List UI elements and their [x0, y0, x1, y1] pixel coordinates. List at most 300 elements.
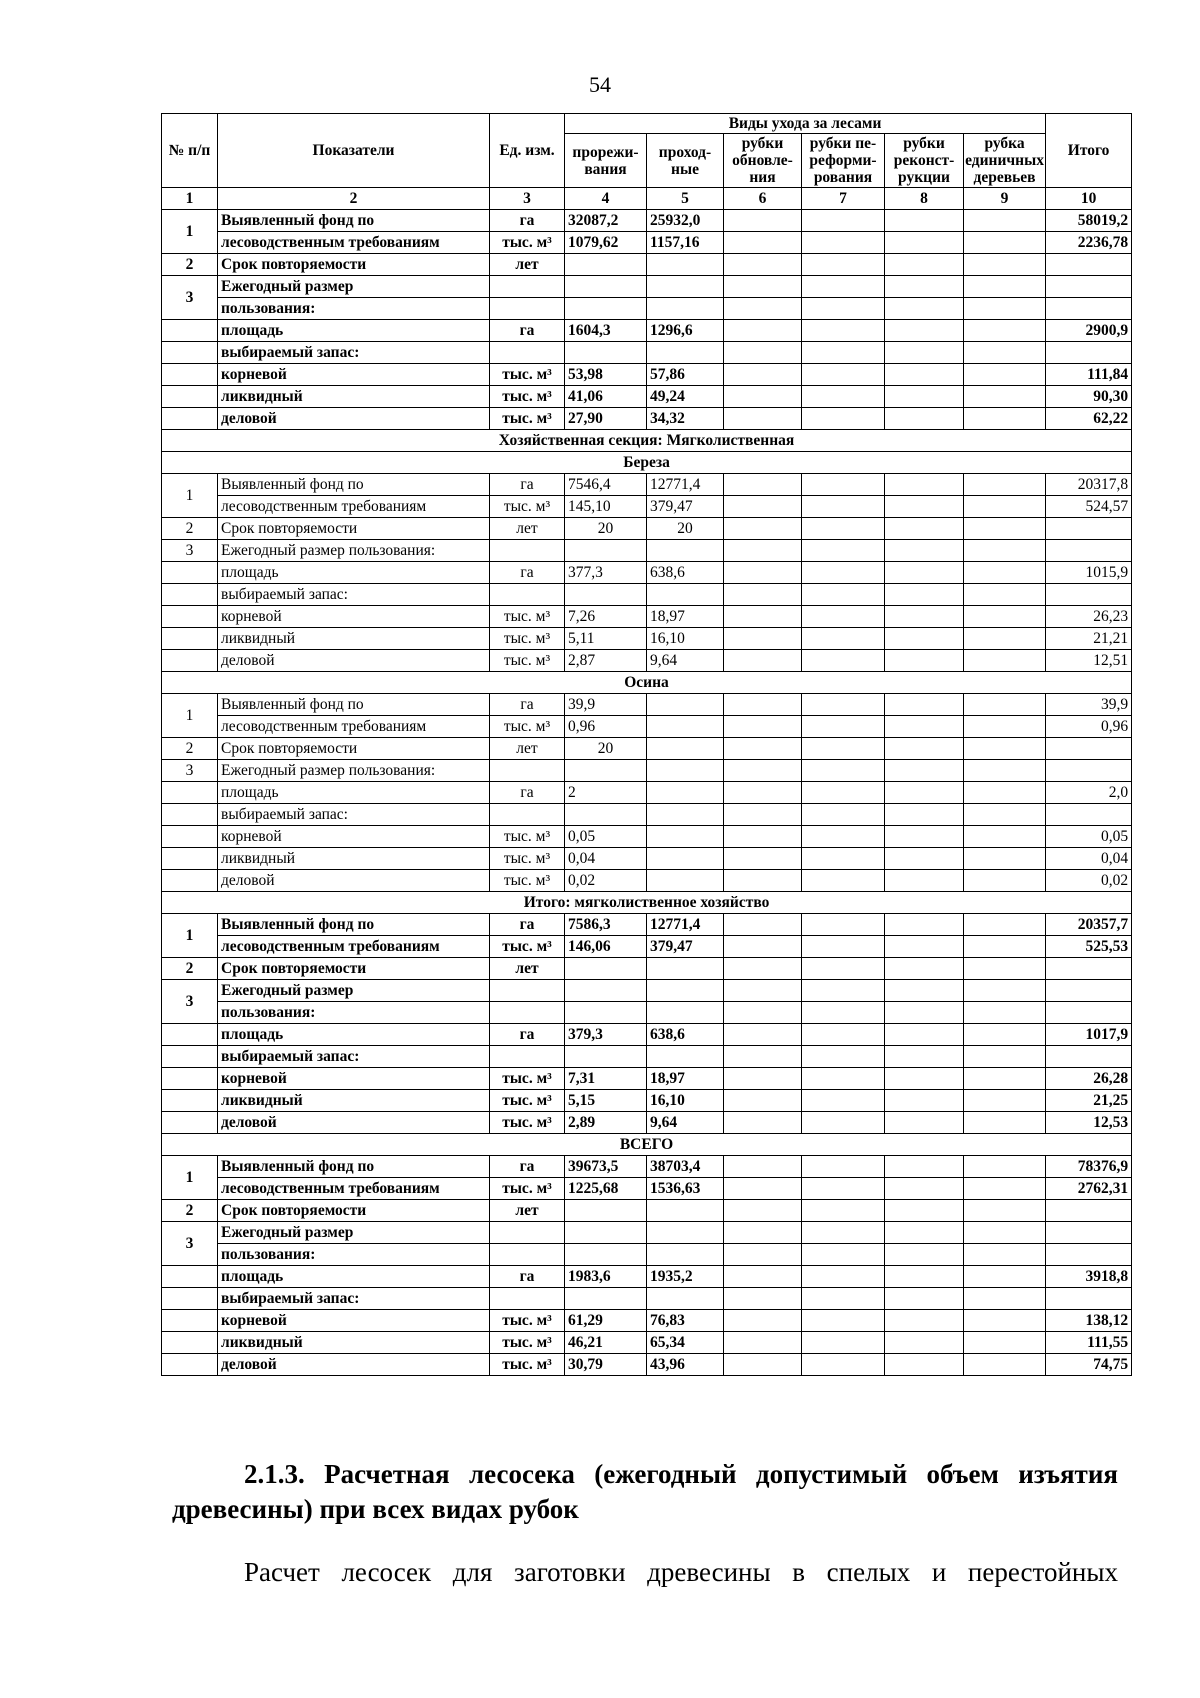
unit-cell: тыс. м³: [490, 650, 565, 672]
table-cell: [964, 562, 1046, 584]
row-number: 1: [162, 474, 218, 518]
table-cell: [490, 1222, 565, 1244]
table-cell: [565, 1222, 647, 1244]
table-cell: [885, 1156, 964, 1178]
table-cell: [647, 782, 724, 804]
total-cell: 2236,78: [1046, 232, 1132, 254]
table-cell: [490, 980, 565, 1002]
total-cell: 0,05: [1046, 826, 1132, 848]
indicator-label: деловой: [218, 1112, 490, 1134]
table-cell: [1046, 342, 1132, 364]
table-cell: [964, 408, 1046, 430]
indicator-label: ликвидный: [218, 1090, 490, 1112]
table-cell: [647, 958, 724, 980]
total-cell: 1017,9: [1046, 1024, 1132, 1046]
total-cell: 20317,8: [1046, 474, 1132, 496]
indicator-label: лесоводственным требованиям: [218, 232, 490, 254]
table-cell: [802, 562, 885, 584]
table-row: [162, 1046, 1132, 1068]
table-cell: 7546,4: [565, 474, 647, 496]
table-cell: [724, 1024, 802, 1046]
table-cell: [802, 870, 885, 892]
total-cell: 20357,7: [1046, 914, 1132, 936]
table-cell: [802, 1112, 885, 1134]
table-cell: [647, 584, 724, 606]
row-number: 1: [162, 914, 218, 958]
total-cell: 0,02: [1046, 870, 1132, 892]
total-cell: 39,9: [1046, 694, 1132, 716]
table-cell: [964, 958, 1046, 980]
table-cell: [1046, 1002, 1132, 1024]
table-cell: [647, 980, 724, 1002]
total-cell: 1015,9: [1046, 562, 1132, 584]
table-row: [162, 496, 1132, 518]
indicator-label: Выявленный фонд по: [218, 210, 490, 232]
table-cell: [162, 1024, 218, 1046]
row-number: 2: [162, 1200, 218, 1222]
unit-cell: га: [490, 914, 565, 936]
indicator-label: Ежегодный размер: [218, 980, 490, 1002]
table-cell: [885, 694, 964, 716]
table-row: [162, 650, 1132, 672]
indicator-label: выбираемый запас:: [218, 1288, 490, 1310]
table-cell: 2: [565, 782, 647, 804]
table-cell: 43,96: [647, 1354, 724, 1376]
table-cell: [162, 320, 218, 342]
table-cell: [724, 848, 802, 870]
table-cell: [490, 298, 565, 320]
total-cell: 111,84: [1046, 364, 1132, 386]
block-title-row: [162, 672, 1132, 694]
table-cell: [724, 562, 802, 584]
table-cell: 18,97: [647, 606, 724, 628]
table-cell: [885, 628, 964, 650]
table-cell: [724, 1222, 802, 1244]
unit-cell: тыс. м³: [490, 1178, 565, 1200]
total-cell: 111,55: [1046, 1332, 1132, 1354]
table-cell: [724, 650, 802, 672]
table-cell: [802, 320, 885, 342]
total-cell: 12,51: [1046, 650, 1132, 672]
indicator-label: ликвидный: [218, 848, 490, 870]
table-cell: 38703,4: [647, 1156, 724, 1178]
table-cell: [724, 716, 802, 738]
table-cell: [162, 364, 218, 386]
table-cell: 12771,4: [647, 914, 724, 936]
table-cell: [964, 1068, 1046, 1090]
table-row: [162, 1332, 1132, 1354]
table-cell: [885, 386, 964, 408]
unit-cell: га: [490, 320, 565, 342]
table-cell: [724, 936, 802, 958]
table-cell: [802, 826, 885, 848]
unit-cell: тыс. м³: [490, 848, 565, 870]
unit-cell: тыс. м³: [490, 936, 565, 958]
indicator-label: Срок повторяемости: [218, 254, 490, 276]
indicator-label: площадь: [218, 1266, 490, 1288]
table-cell: [964, 474, 1046, 496]
table-cell: 377,3: [565, 562, 647, 584]
table-cell: [647, 298, 724, 320]
table-cell: [964, 760, 1046, 782]
block-title: Итого: мягколиственное хозяйство: [162, 892, 1132, 914]
table-cell: [802, 1046, 885, 1068]
table-cell: 7,26: [565, 606, 647, 628]
table-cell: [1046, 1200, 1132, 1222]
table-cell: [885, 1310, 964, 1332]
table-cell: [565, 1046, 647, 1068]
table-row: [162, 584, 1132, 606]
table-cell: 379,3: [565, 1024, 647, 1046]
table-cell: 12771,4: [647, 474, 724, 496]
table-cell: [885, 1266, 964, 1288]
section-title-row: [162, 430, 1132, 452]
table-cell: [162, 408, 218, 430]
indicator-label: лесоводственным требованиям: [218, 716, 490, 738]
table-cell: [964, 584, 1046, 606]
table-cell: [964, 738, 1046, 760]
table-cell: [964, 254, 1046, 276]
unit-cell: тыс. м³: [490, 716, 565, 738]
table-cell: [647, 276, 724, 298]
table-cell: [647, 804, 724, 826]
table-cell: [724, 1332, 802, 1354]
table-cell: [565, 298, 647, 320]
table-cell: [1046, 518, 1132, 540]
table-cell: [964, 1178, 1046, 1200]
table-cell: [885, 1332, 964, 1354]
total-cell: 78376,9: [1046, 1156, 1132, 1178]
unit-cell: лет: [490, 518, 565, 540]
table-cell: [802, 694, 885, 716]
table-cell: [885, 254, 964, 276]
table-cell: 41,06: [565, 386, 647, 408]
table-cell: [1046, 584, 1132, 606]
table-cell: [802, 848, 885, 870]
table-row: [162, 1310, 1132, 1332]
table-cell: 5,11: [565, 628, 647, 650]
indicator-label: лесоводственным требованиям: [218, 496, 490, 518]
table-cell: [724, 210, 802, 232]
unit-cell: га: [490, 782, 565, 804]
indicator-label: пользования:: [218, 1244, 490, 1266]
indicator-label: корневой: [218, 364, 490, 386]
table-cell: [885, 1112, 964, 1134]
table-cell: [724, 1310, 802, 1332]
header-col5: проход-ные: [647, 134, 724, 188]
indicator-label: Ежегодный размер: [218, 276, 490, 298]
row-number: 1: [162, 210, 218, 254]
table-cell: [802, 386, 885, 408]
table-cell: 61,29: [565, 1310, 647, 1332]
table-row: [162, 914, 1132, 936]
table-cell: [964, 1244, 1046, 1266]
table-cell: [802, 1310, 885, 1332]
table-cell: [802, 1024, 885, 1046]
indicator-label: пользования:: [218, 1002, 490, 1024]
body-paragraph: Расчет лесосек для заготовки древесины в спелых и перестойных: [244, 1557, 1118, 1587]
table-cell: [647, 760, 724, 782]
table-cell: [724, 760, 802, 782]
table-row: [162, 1354, 1132, 1376]
table-row: [162, 386, 1132, 408]
indicator-label: корневой: [218, 826, 490, 848]
table-cell: [964, 232, 1046, 254]
row-number: 2: [162, 958, 218, 980]
unit-cell: га: [490, 1156, 565, 1178]
section-title: Хозяйственная секция: Мягколиственная: [162, 430, 1132, 452]
table-cell: 7,31: [565, 1068, 647, 1090]
table-cell: [885, 848, 964, 870]
table-cell: 1935,2: [647, 1266, 724, 1288]
table-cell: [802, 1266, 885, 1288]
table-cell: [490, 1288, 565, 1310]
table-cell: [724, 474, 802, 496]
table-cell: [724, 1068, 802, 1090]
indicator-label: Срок повторяемости: [218, 738, 490, 760]
table-cell: [490, 342, 565, 364]
table-cell: 379,47: [647, 936, 724, 958]
table-row: [162, 1024, 1132, 1046]
total-cell: 62,22: [1046, 408, 1132, 430]
table-cell: [885, 826, 964, 848]
table-cell: 146,06: [565, 936, 647, 958]
table-cell: [1046, 540, 1132, 562]
table-row: [162, 540, 1132, 562]
table-cell: [802, 1002, 885, 1024]
table-cell: [964, 848, 1046, 870]
table-cell: [802, 1090, 885, 1112]
table-cell: [1046, 958, 1132, 980]
table-cell: [647, 848, 724, 870]
table-cell: [885, 958, 964, 980]
table-cell: [724, 364, 802, 386]
table-cell: [565, 584, 647, 606]
column-number-row: [162, 188, 1132, 210]
table-row: [162, 782, 1132, 804]
table-cell: [647, 716, 724, 738]
total-cell: 58019,2: [1046, 210, 1132, 232]
table-row: [162, 276, 1132, 298]
table-row: [162, 606, 1132, 628]
table-cell: [724, 804, 802, 826]
total-cell: 138,12: [1046, 1310, 1132, 1332]
total-cell: 2,0: [1046, 782, 1132, 804]
table-cell: [1046, 738, 1132, 760]
table-cell: [647, 540, 724, 562]
table-cell: [1046, 804, 1132, 826]
indicator-label: деловой: [218, 1354, 490, 1376]
table-cell: [964, 1288, 1046, 1310]
table-cell: [964, 782, 1046, 804]
table-cell: [1046, 254, 1132, 276]
indicator-label: деловой: [218, 870, 490, 892]
table-cell: 2,87: [565, 650, 647, 672]
col-number: 6: [724, 188, 802, 210]
indicator-label: Срок повторяемости: [218, 958, 490, 980]
unit-cell: тыс. м³: [490, 408, 565, 430]
col-number: 1: [162, 188, 218, 210]
header-col4: прорежи-вания: [565, 134, 647, 188]
table-cell: 2,89: [565, 1112, 647, 1134]
table-cell: [1046, 1288, 1132, 1310]
table-cell: 1983,6: [565, 1266, 647, 1288]
table-cell: [565, 540, 647, 562]
table-cell: [964, 650, 1046, 672]
table-cell: [162, 628, 218, 650]
table-cell: 16,10: [647, 1090, 724, 1112]
indicator-label: площадь: [218, 782, 490, 804]
table-cell: 16,10: [647, 628, 724, 650]
table-cell: [162, 870, 218, 892]
table-cell: [885, 562, 964, 584]
table-cell: [162, 562, 218, 584]
table-cell: [964, 540, 1046, 562]
table-cell: [724, 276, 802, 298]
table-row: [162, 364, 1132, 386]
table-cell: [802, 408, 885, 430]
table-cell: 34,32: [647, 408, 724, 430]
table-cell: [162, 584, 218, 606]
table-cell: [1046, 1222, 1132, 1244]
table-cell: [964, 870, 1046, 892]
table-cell: [885, 1244, 964, 1266]
indicator-label: Ежегодный размер: [218, 1222, 490, 1244]
table-cell: [802, 254, 885, 276]
table-cell: [964, 914, 1046, 936]
table-cell: [964, 804, 1046, 826]
table-cell: [964, 628, 1046, 650]
unit-cell: тыс. м³: [490, 496, 565, 518]
table-cell: [885, 364, 964, 386]
table-cell: [885, 914, 964, 936]
col-number: 2: [218, 188, 490, 210]
table-row: [162, 760, 1132, 782]
total-cell: 524,57: [1046, 496, 1132, 518]
table-row: [162, 848, 1132, 870]
total-cell: 525,53: [1046, 936, 1132, 958]
table-cell: [565, 760, 647, 782]
table-row: [162, 562, 1132, 584]
table-cell: [964, 1222, 1046, 1244]
indicator-label: пользования:: [218, 298, 490, 320]
block-title: Осина: [162, 672, 1132, 694]
header-col9: рубка единичных деревьев: [965, 135, 1044, 186]
table-cell: [647, 1046, 724, 1068]
table-cell: [885, 980, 964, 1002]
table-cell: [964, 1156, 1046, 1178]
table-cell: [802, 782, 885, 804]
table-cell: [964, 210, 1046, 232]
block-title-row: [162, 452, 1132, 474]
table-row: [162, 1156, 1132, 1178]
indicator-label: ликвидный: [218, 1332, 490, 1354]
table-row: [162, 716, 1132, 738]
table-row: [162, 210, 1132, 232]
indicator-label: лесоводственным требованиям: [218, 936, 490, 958]
table-cell: [964, 1332, 1046, 1354]
table-cell: [490, 1244, 565, 1266]
table-cell: [885, 1354, 964, 1376]
table-row: [162, 1266, 1132, 1288]
table-cell: [802, 606, 885, 628]
table-row: [162, 254, 1132, 276]
indicator-label: ликвидный: [218, 386, 490, 408]
table-cell: [964, 364, 1046, 386]
indicator-label: ликвидный: [218, 628, 490, 650]
row-number: 3: [162, 760, 218, 782]
table-cell: [490, 584, 565, 606]
table-cell: [724, 606, 802, 628]
table-cell: [162, 782, 218, 804]
table-cell: [964, 1112, 1046, 1134]
table-cell: [724, 386, 802, 408]
table-cell: [162, 386, 218, 408]
table-cell: [162, 1090, 218, 1112]
table-cell: [647, 1002, 724, 1024]
table-cell: [885, 518, 964, 540]
total-cell: 26,23: [1046, 606, 1132, 628]
total-cell: 21,25: [1046, 1090, 1132, 1112]
unit-cell: га: [490, 1266, 565, 1288]
table-cell: 46,21: [565, 1332, 647, 1354]
table-cell: [885, 1024, 964, 1046]
table-cell: [162, 606, 218, 628]
table-cell: [885, 540, 964, 562]
table-cell: 1079,62: [565, 232, 647, 254]
table-cell: [565, 980, 647, 1002]
unit-cell: тыс. м³: [490, 364, 565, 386]
table-cell: [162, 804, 218, 826]
table-cell: 25932,0: [647, 210, 724, 232]
table-cell: [885, 1090, 964, 1112]
table-cell: [724, 496, 802, 518]
indicator-label: Ежегодный размер пользования:: [218, 760, 490, 782]
table-cell: [885, 210, 964, 232]
indicator-label: Выявленный фонд по: [218, 1156, 490, 1178]
table-cell: [724, 254, 802, 276]
table-cell: [724, 694, 802, 716]
table-cell: [802, 474, 885, 496]
table-cell: [162, 1354, 218, 1376]
table-cell: [885, 782, 964, 804]
table-cell: [724, 232, 802, 254]
table-cell: [964, 320, 1046, 342]
table-cell: 39,9: [565, 694, 647, 716]
table-cell: 5,15: [565, 1090, 647, 1112]
table-cell: [647, 1222, 724, 1244]
table-cell: [885, 584, 964, 606]
table-cell: [964, 1266, 1046, 1288]
total-cell: 90,30: [1046, 386, 1132, 408]
indicator-label: деловой: [218, 408, 490, 430]
table-row: [162, 738, 1132, 760]
table-cell: [1046, 1244, 1132, 1266]
table-cell: [724, 1002, 802, 1024]
table-cell: [565, 958, 647, 980]
table-cell: [724, 298, 802, 320]
col-number: 8: [885, 188, 964, 210]
table-cell: [885, 1068, 964, 1090]
table-cell: [802, 276, 885, 298]
unit-cell: лет: [490, 958, 565, 980]
unit-cell: тыс. м³: [490, 1332, 565, 1354]
header-group: Виды ухода за лесами: [565, 114, 1046, 134]
indicator-label: деловой: [218, 650, 490, 672]
unit-cell: тыс. м³: [490, 870, 565, 892]
block-title: ВСЕГО: [162, 1134, 1132, 1156]
table-cell: [802, 1178, 885, 1200]
